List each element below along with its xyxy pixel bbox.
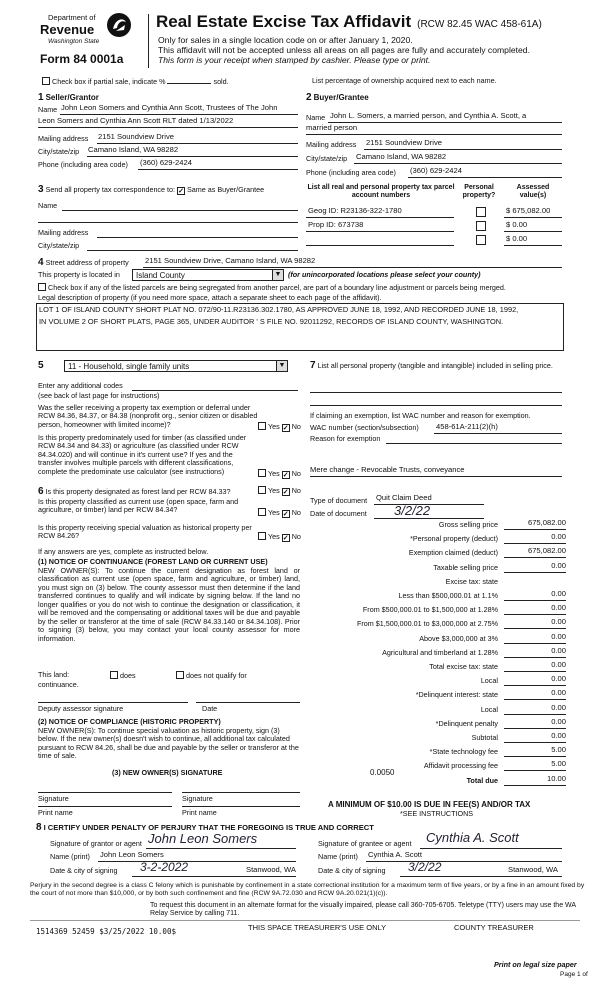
s6-q3-yes-checkbox[interactable] (258, 532, 266, 540)
calc-row-value[interactable]: 675,082.00 (527, 546, 566, 555)
segregation-checkbox[interactable] (38, 283, 46, 291)
seller-name-label: Name (38, 105, 58, 114)
deputy-signature-field[interactable] (38, 702, 188, 703)
adjustment-row (38, 283, 506, 292)
agency-line2: Revenue (40, 22, 95, 37)
partial-sale-label: Check box if partial sale, indicate % (52, 77, 166, 86)
buyer-name-underline2 (306, 134, 562, 135)
section7-row (310, 360, 562, 372)
legal-line2: IN VOLUME 2 OF SHORT PLATS, PAGE 365, UNDER AUDITOR ' S FILE NO. 92011292, RECORDS OF ISLAND COUNTY, WASHINGTON. (39, 317, 504, 326)
street-underline (143, 267, 562, 268)
calc-row-underline (504, 728, 566, 729)
partial-sold-label: sold. (213, 77, 229, 86)
calc-row-label: From $1,500,000.01 to $3,000,000 at 2.75% (356, 619, 498, 628)
seller-city[interactable]: Camano Island, WA 98282 (88, 145, 179, 154)
parcel-row-1-value-underline (504, 217, 562, 218)
page-number: Page 1 of (560, 971, 588, 978)
parcel-row-1-underline (306, 217, 454, 218)
calc-row-label: *Delinquent interest: state (415, 690, 498, 699)
owner-print-label-2: Print name (182, 808, 217, 817)
grantee-name-label: Name (print) (318, 852, 358, 861)
agency-line3: Washington State (48, 38, 100, 45)
grantee-date[interactable]: 3/2/22 (408, 860, 442, 874)
seller-name-line2[interactable]: Leon Somers and Cynthia Ann Scott RLT dated 1/13/2022 (38, 116, 234, 125)
doc-date-label: Date of document (310, 509, 367, 518)
grantor-sig-label: Signature of grantor or agent (50, 839, 142, 848)
perjury-note (30, 882, 590, 898)
calc-row-label: Local (480, 676, 498, 685)
legal-line1: LOT 1 OF ISLAND COUNTY SHORT PLAT NO. 072/90-11.R23136.302.1780, AS APPROVED JUNE 18, 1992, AND RECORDED JUNE 18, 1992, (39, 305, 519, 314)
buyer-name-underline1 (328, 122, 562, 123)
seller-name-underline1 (60, 114, 298, 115)
yes-label: Yes (268, 486, 280, 495)
calc-row-value[interactable]: 0.00 (551, 703, 566, 712)
calc-row-label: Exemption claimed (deduct) (408, 548, 498, 557)
s6-note: If any answers are yes, complete as instructed below. (38, 547, 209, 556)
calc-row-underline (504, 529, 566, 530)
not-qualify-label: does not qualify for (186, 671, 247, 680)
no-label: No (291, 532, 301, 541)
owner-signature-field-2[interactable] (182, 792, 300, 793)
grantor-name[interactable]: John Leon Somers (100, 850, 164, 859)
grantor-date-label: Date & city of signing (50, 866, 118, 875)
grantor-date[interactable]: 3-2-2022 (140, 860, 189, 874)
buyer-heading-label: Buyer/Grantee (313, 93, 369, 102)
calc-row-value[interactable]: 0.00 (551, 589, 566, 598)
buyer-name-line2[interactable]: married person (306, 123, 358, 132)
personal-property-field-1[interactable] (310, 392, 562, 393)
seller-section-number: 1 (38, 92, 44, 103)
calc-row-underline (504, 572, 566, 573)
calc-row-underline (504, 685, 566, 686)
s5-q2-answer (258, 469, 301, 479)
owner-signature-label-1: Signature (38, 794, 69, 803)
perjury-text: Perjury in the second degree is a class C felony which is punishable by confinement in a state correctional institution for a maximum term of five years, or by a fine in an amount fixed by the court of not more than $10,000, or by both such confinement and fine (RCW 9A.72.030 and RCW 9A.20.021(1)(c)). (30, 882, 585, 898)
see-instructions: *SEE INSTRUCTIONS (400, 809, 474, 818)
adjustment-note: Check box if any of the listed parcels are being segregated from another parcel, are part of a boundary line adjustment or parcels being merged. (48, 283, 506, 292)
parcel-row-3-value-underline (504, 245, 562, 246)
dropdown-arrow-icon: ▼ (272, 270, 283, 280)
grantee-name[interactable]: Cynthia A. Scott (368, 850, 423, 859)
continuance-label: continuance. (38, 680, 79, 689)
deputy-date-field[interactable] (196, 702, 300, 703)
codes-note: (see back of last page for instructions) (38, 391, 160, 400)
wac-underline (434, 433, 562, 434)
calc-row-underline (504, 671, 566, 672)
buyer-phone-underline (408, 177, 562, 178)
calc-row-label: Total excise tax: state (429, 662, 498, 671)
calc-row-underline (504, 785, 566, 786)
calc-row-label: Above $3,000,000 at 3% (419, 634, 498, 643)
calc-row-label: Local (480, 705, 498, 714)
buyer-phone[interactable]: (360) 629-2424 (410, 166, 462, 175)
corr-name-field[interactable] (62, 210, 298, 211)
seller-mailing-underline (97, 143, 298, 144)
calc-row-underline (504, 742, 566, 743)
partial-percent-field[interactable] (167, 83, 211, 84)
owner-signature-label-2: Signature (182, 794, 213, 803)
treasurer-use: THIS SPACE TREASURER'S USE ONLY (248, 923, 387, 932)
buyer-phone-label: Phone (including area code) (306, 168, 396, 177)
same-as-buyer-label: Same as Buyer/Grantee (187, 185, 265, 194)
deputy-date-label: Date (202, 704, 218, 713)
grantor-signature[interactable]: John Leon Somers (148, 831, 258, 846)
calc-row-value[interactable]: 10.00 (546, 774, 566, 783)
historic-heading: (2) NOTICE OF COMPLIANCE (HISTORIC PROPERTY) (38, 717, 221, 726)
seller-name-underline2 (38, 127, 298, 128)
located-label: This property is located in (38, 270, 120, 279)
section7-number: 7 (310, 360, 316, 371)
does-option (110, 671, 136, 680)
calc-row-value[interactable]: 5.00 (551, 759, 566, 768)
minimum-note: A MINIMUM OF $10.00 IS DUE IN FEE(S) AND/OR TAX (328, 800, 531, 809)
grantee-name-underline (366, 861, 562, 862)
doc-date[interactable]: 3/2/22 (394, 503, 431, 518)
seller-mailing-label: Mailing address (38, 134, 89, 143)
doc-type[interactable]: Quit Claim Deed (376, 493, 432, 502)
buyer-name-line1[interactable]: John L. Somers, a married person, and Cynthia A. Scott, a (330, 111, 527, 120)
exemption-label: If claiming an exemption, list WAC number and reason for exemption. (310, 411, 531, 420)
treasurer-area-divider (30, 920, 580, 921)
calc-row-underline (504, 714, 566, 715)
calc-row-label: Subtotal (471, 733, 498, 742)
calc-row-value[interactable]: 0.00 (551, 646, 566, 655)
buyer-city[interactable]: Camano Island, WA 98282 (356, 152, 447, 161)
calc-row-underline (504, 756, 566, 757)
section7-label: List all personal property (tangible and intangible) included in selling price. (317, 361, 553, 370)
section5-number: 5 (38, 360, 44, 371)
owner-signature-heading: (3) NEW OWNER(S) SIGNATURE (112, 768, 223, 777)
seller-name-line1[interactable]: John Leon Somers and Cynthia Ann Scott, Trustees of The John (61, 103, 278, 112)
codes-label: Enter any additional codes (38, 381, 123, 390)
buyer-mailing[interactable]: 2151 Soundview Drive (366, 138, 442, 147)
owner-print-field-1[interactable] (38, 806, 172, 807)
doc-date-underline (374, 518, 484, 519)
grantor-name-label: Name (print) (50, 852, 90, 861)
corr-mailing-label: Mailing address (38, 228, 89, 237)
parcel-row-2-underline (306, 231, 454, 232)
grantee-signature[interactable]: Cynthia A. Scott (426, 830, 519, 845)
this-land-label: This land: (38, 670, 70, 679)
calc-row-value[interactable]: 0.00 (551, 603, 566, 612)
calc-row-value[interactable]: 0.00 (551, 731, 566, 740)
not-qualify-option (176, 671, 247, 680)
section8-number: 8 (36, 822, 42, 833)
corr-city-field[interactable] (87, 250, 298, 251)
corr-name-extra-line (38, 222, 298, 223)
corr-mailing-field[interactable] (97, 237, 298, 238)
legal-description-box[interactable] (36, 303, 564, 351)
does-not-qualify-checkbox[interactable] (176, 671, 184, 679)
header-notice1: Only for sales in a single location code on or after January 1, 2020. (158, 35, 413, 45)
no-label: No (291, 486, 301, 495)
calc-row-underline (504, 643, 566, 644)
calc-row-label: Less than $500,000.01 at 1.1% (398, 591, 498, 600)
reason-label: Reason for exemption (310, 434, 381, 443)
grantee-sig-label: Signature of grantee or agent (318, 839, 412, 848)
does-label: does (120, 671, 136, 680)
calc-row-underline (504, 770, 566, 771)
calc-row-value[interactable]: 5.00 (551, 745, 566, 754)
parcel-row-3-value[interactable]: $ 0.00 (506, 234, 528, 243)
parcel-row-2-value[interactable]: $ 0.00 (506, 220, 528, 229)
grantor-date-underline (132, 876, 296, 877)
street-label: Street address of property (45, 258, 129, 267)
yes-label: Yes (268, 422, 280, 431)
calc-row-underline (504, 543, 566, 544)
calc-row-underline (504, 628, 566, 629)
correspondence-heading (38, 184, 264, 196)
partial-sale-row (42, 77, 229, 86)
calc-row-underline (504, 557, 566, 558)
partial-sale-checkbox[interactable] (42, 77, 50, 85)
s6-q1: Is this property designated as forest land per RCW 84.33? (45, 487, 231, 496)
header-divider (148, 14, 149, 68)
parcel-row-2-personal-checkbox[interactable] (476, 221, 486, 231)
wac-number[interactable]: 458-61A-211(2)(h) (436, 422, 498, 431)
buyer-mailing-underline (364, 149, 562, 150)
calc-row-label: *Delinquent penalty (435, 719, 498, 728)
form-number: Form 84 0001a (40, 52, 124, 66)
personal-property-field-2[interactable] (310, 405, 562, 406)
calc-row-underline (504, 614, 566, 615)
recording-stamp: 1514369 52459 $3/25/2022 10.00$ (36, 927, 176, 936)
s6-q2: Is this property classified as current use (open space, farm and agriculture, or timber) land per RCW 84.34? (38, 497, 239, 515)
buyer-section-number: 2 (306, 92, 312, 103)
grantor-city[interactable]: Stanwood, WA (246, 865, 296, 874)
print-note: Print on legal size paper (494, 960, 577, 969)
ownership-note: List percentage of ownership acquired next to each name. (312, 76, 497, 85)
calc-row-label: Affidavit processing fee (423, 761, 498, 770)
correspondence-section-number: 3 (38, 184, 44, 195)
grantor-name-underline (98, 861, 296, 862)
calc-row-underline (504, 699, 566, 700)
certify-text: I CERTIFY UNDER PENALTY OF PERJURY THAT THE FOREGOING IS TRUE AND CORRECT (43, 823, 374, 832)
calc-row-label: *Personal property (deduct) (410, 534, 498, 543)
wac-label: WAC number (section/subsection) (310, 423, 419, 432)
land-use-select[interactable] (64, 360, 288, 372)
s5-q2-yes-checkbox[interactable] (258, 469, 266, 477)
calc-row-label: Taxable selling price (433, 563, 498, 572)
yes-label: Yes (268, 508, 280, 517)
correspondence-label: Send all property tax correspondence to: (45, 185, 176, 194)
parcel-row-1-value[interactable]: $ 675,082.00 (506, 206, 551, 215)
dropdown-arrow-icon: ▼ (276, 361, 287, 371)
calc-row-value[interactable]: 0.00 (551, 674, 566, 683)
county-note: (for unincorporated locations please select your county) (288, 270, 481, 279)
calc-row-label: Gross selling price (438, 520, 498, 529)
s5-q1-no-checkbox[interactable] (282, 424, 290, 432)
calc-row-value[interactable]: 0.00 (551, 532, 566, 541)
s5-q2-no-checkbox[interactable] (282, 471, 290, 479)
calc-row-underline (504, 657, 566, 658)
grantor-sig-underline (146, 848, 296, 849)
parcel-row-3-underline (306, 245, 454, 246)
calc-row-label: Excise tax: state (445, 577, 498, 586)
does-checkbox[interactable] (110, 671, 118, 679)
street-row (38, 257, 129, 269)
owner-print-label-1: Print name (38, 808, 73, 817)
seller-city-label: City/state/zip (38, 147, 80, 156)
calc-row-value[interactable]: 0.00 (551, 617, 566, 626)
calc-row-value[interactable]: 675,082.00 (527, 518, 566, 527)
parcel-row-2-id[interactable]: Prop ID: 673738 (308, 220, 364, 229)
historic-text: NEW OWNER(S): To continue special valuation as historic property, sign (3) below. If the new owner(s) doesn't wish to continue, all additional tax calculated pursuant to RCW 84.26, shall be due and payable by the seller or transferor at the time of sale. (38, 726, 299, 761)
calc-row-label: From $500,000.01 to $1,500,000 at 1.28% (362, 605, 498, 614)
county-select[interactable] (132, 269, 284, 281)
owner-print-field-2[interactable] (182, 806, 300, 807)
local-rate: 0.0050 (370, 768, 395, 777)
grantee-date-label: Date & city of signing (318, 866, 386, 875)
grantee-sig-underline (420, 848, 562, 849)
seller-heading-label: Seller/Grantor (45, 93, 99, 102)
parcel-col2-header: Personal property? (462, 184, 496, 200)
s6-q2-yes-checkbox[interactable] (258, 508, 266, 516)
grantee-date-underline (400, 876, 562, 877)
agency-logo (40, 12, 132, 70)
s6-q2-answer (258, 508, 301, 518)
reason-underline-1 (386, 443, 562, 444)
form-title: Real Estate Excise Tax Affidavit (156, 12, 412, 31)
seller-city-underline (87, 156, 298, 157)
calc-row-value[interactable]: 0.00 (551, 717, 566, 726)
s5-q2: Is this property predominately used for timber (as classified under RCW 84.34 and 84.33) or agriculture (as classified under RCW 84.34.020) and will continue in it's current use? If yes and the transfer involves multiple parcels with different classifications, complete the predominate use calculator (see instructions) (38, 433, 247, 476)
s6-q1-answer (258, 486, 301, 496)
section6-number: 6 (38, 486, 44, 497)
dor-emblem-icon (106, 12, 132, 38)
continuance-text: NEW OWNER(S): To continue the current designation as forest land or classification as current use (open space, farm and agriculture, or timber) land, you must sign on (3) below. The county assessor must then determine if the land transferred continues to qualify and will indicate by signing below. If the land no longer qualifies or you do not wish to continue the designation or classification, it will be removed and the compensating or additional taxes will be due and payable by the seller or transferor at the time of sale (RCW 84.33.140 or 84.34.108). Prior to signing (3) below, you may contact your local county assessor for more information. (38, 566, 300, 643)
doc-type-label: Type of document (310, 496, 368, 505)
calc-row-value[interactable]: 0.00 (551, 561, 566, 570)
seller-phone-label: Phone (including area code) (38, 160, 128, 169)
yes-label: Yes (268, 532, 280, 541)
calc-row-underline (504, 600, 566, 601)
buyer-city-label: City/state/zip (306, 154, 348, 163)
continuance-heading: (1) NOTICE OF CONTINUANCE (FOREST LAND OR CURRENT USE) (38, 557, 268, 566)
s6-q3: Is this property receiving special valuation as historical property per RCW 84.26? (38, 523, 252, 541)
buyer-mailing-label: Mailing address (306, 140, 357, 149)
land-use-selected: 11 - Household, single family units (68, 362, 190, 371)
reason-underline-2 (310, 476, 562, 477)
corr-name-label: Name (38, 201, 58, 210)
deputy-sig-label: Deputy assessor signature (38, 704, 124, 713)
grantee-city[interactable]: Stanwood, WA (508, 865, 558, 874)
reason-value[interactable]: Mere change - Revocable Trusts, conveyance (310, 465, 465, 474)
calc-row-label: *State technology fee (429, 747, 498, 756)
calc-row-value[interactable]: 0.00 (551, 660, 566, 669)
s6-q3-no-checkbox[interactable] (282, 534, 290, 542)
buyer-city-underline (354, 163, 562, 164)
parcel-row-1-id[interactable]: Geog ID: R23136-322-1780 (308, 206, 402, 215)
s6-q1-yes-checkbox[interactable] (258, 486, 266, 494)
seller-mailing[interactable]: 2151 Soundview Drive (98, 132, 174, 141)
county-selected: Island County (136, 271, 185, 280)
seller-phone-underline (138, 169, 298, 170)
same-as-buyer-checkbox[interactable] (177, 187, 185, 195)
county-treasurer: COUNTY TREASURER (454, 923, 534, 932)
calc-row-value[interactable]: 0.00 (551, 632, 566, 641)
property-section-number: 4 (38, 257, 44, 268)
no-label: No (291, 469, 301, 478)
s5-q1: Was the seller receiving a property tax exemption or deferral under RCW 84.36, 84.37, or 84.38 (nonprofit org., senior citizen or disabled person, homeowner with limited income)? (38, 403, 258, 429)
corr-city-label: City/state/zip (38, 241, 80, 250)
parcel-col3-header: Assessed value(s) (516, 184, 550, 200)
owner-signature-field-1[interactable] (38, 792, 172, 793)
parcel-row-2-value-underline (504, 231, 562, 232)
s6-q1-no-checkbox[interactable] (282, 488, 290, 496)
s6-q3-answer (258, 532, 301, 542)
form-title-row (156, 12, 542, 32)
buyer-heading (306, 92, 369, 104)
s5-q1-yes-checkbox[interactable] (258, 422, 266, 430)
header-notice3: This form is your receipt when stamped by cashier. Please type or print. (158, 55, 431, 65)
header-notice2: This affidavit will not be accepted unless all areas on all pages are fully and accurately completed. (158, 45, 530, 55)
calc-row-label: Agricultural and timberland at 1.28% (382, 648, 498, 657)
buyer-name-label: Name (306, 113, 326, 122)
s6-q2-no-checkbox[interactable] (282, 510, 290, 518)
parcel-row-3-personal-checkbox[interactable] (476, 235, 486, 245)
calc-row-label: Total due (466, 776, 498, 785)
seller-phone[interactable]: (360) 629-2424 (140, 158, 192, 167)
accessibility-note: To request this document in an alternate format for the visually impaired, please call 360-705-6705. Teletype (TTY) users may use the WA Relay Service by calling 711. (150, 902, 576, 918)
street-address[interactable]: 2151 Soundview Drive, Camano Island, WA 98282 (145, 256, 316, 265)
parcel-col1-header: List all real and personal property tax parcel account numbers (307, 184, 455, 200)
calc-row-value[interactable]: 0.00 (551, 688, 566, 697)
agency-line1: Department of (48, 13, 96, 22)
no-label: No (291, 422, 301, 431)
form-statute: (RCW 82.45 WAC 458-61A) (417, 19, 542, 30)
s5-q1-answer (258, 422, 301, 432)
no-label: No (291, 508, 301, 517)
yes-label: Yes (268, 469, 280, 478)
legal-label: Legal description of property (if you need more space, attach a separate sheet to each page of the affidavit). (38, 293, 382, 302)
parcel-row-1-personal-checkbox[interactable] (476, 207, 486, 217)
